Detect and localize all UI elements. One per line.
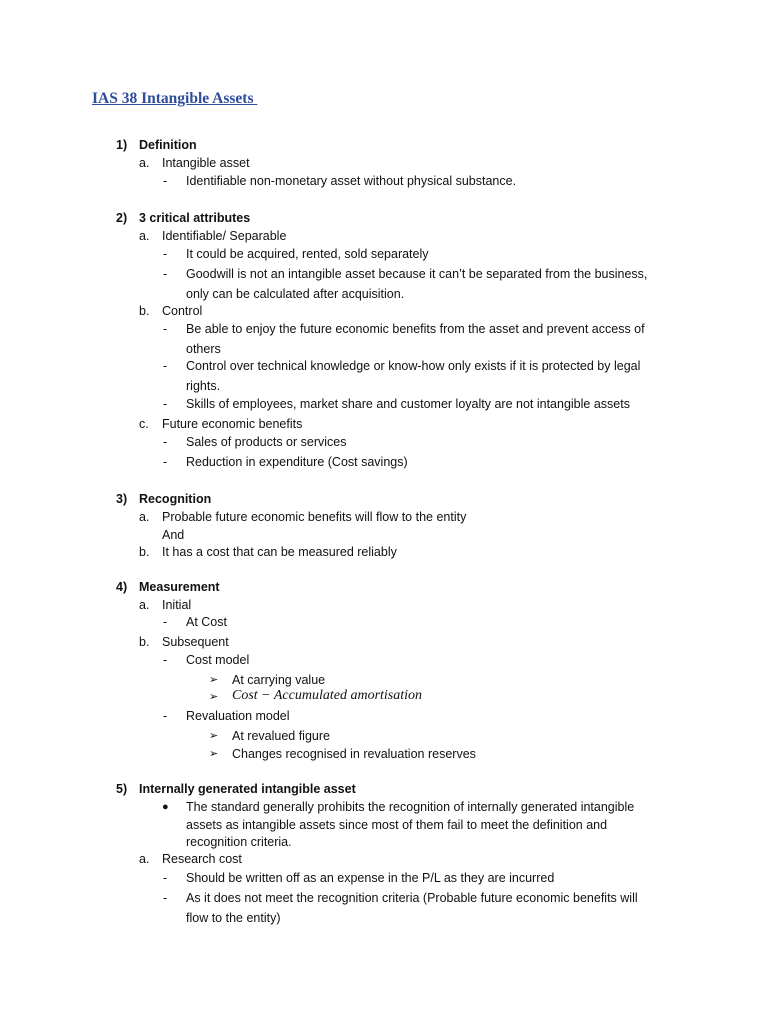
item-text: Initial bbox=[162, 598, 192, 612]
section-heading: Measurement bbox=[139, 580, 220, 594]
dash-marker: - bbox=[163, 615, 168, 629]
dash-marker: - bbox=[163, 709, 168, 723]
section-heading: 3 critical attributes bbox=[139, 211, 251, 225]
dash-marker: - bbox=[163, 435, 168, 449]
point-text: Identifiable non-monetary asset without physical substance. bbox=[186, 174, 517, 188]
bullet-icon: ● bbox=[162, 801, 169, 813]
arrow-bullet-icon: ➢ bbox=[209, 691, 219, 703]
section-number: 3) bbox=[116, 492, 128, 506]
arrow-bullet-icon: ➢ bbox=[209, 748, 219, 760]
bullet-text: The standard generally prohibits the recognition of internally generated intangible bbox=[186, 800, 635, 814]
dash-marker: - bbox=[163, 455, 168, 469]
model-name: Cost model bbox=[186, 653, 250, 667]
connector-text: And bbox=[162, 528, 185, 542]
section-number: 1) bbox=[116, 138, 128, 152]
item-marker: b. bbox=[139, 545, 150, 559]
formula-text: Cost − Accumulated amortisation bbox=[232, 688, 423, 703]
dash-marker: - bbox=[163, 174, 168, 188]
point-text: At Cost bbox=[186, 615, 227, 629]
arrow-bullet-icon: ➢ bbox=[209, 730, 219, 742]
dash-marker: - bbox=[163, 267, 168, 281]
section-number: 5) bbox=[116, 782, 128, 796]
point-text-continued: others bbox=[186, 342, 221, 356]
section-number: 4) bbox=[116, 580, 128, 594]
item-text: Control bbox=[162, 304, 203, 318]
point-text-continued: only can be calculated after acquisition. bbox=[186, 287, 405, 301]
item-marker: c. bbox=[139, 417, 149, 431]
section-heading: Recognition bbox=[139, 492, 212, 506]
point-text: As it does not meet the recognition criteria (Probable future economic benefits will bbox=[186, 891, 638, 905]
item-text: Probable future economic benefits will flow to the entity bbox=[162, 510, 467, 524]
point-text: Control over technical knowledge or know-how only exists if it is protected by legal bbox=[186, 359, 641, 373]
point-text-continued: rights. bbox=[186, 379, 221, 393]
item-marker: a. bbox=[139, 156, 150, 170]
dash-marker: - bbox=[163, 397, 168, 411]
item-text: Research cost bbox=[162, 852, 242, 866]
point-text: Skills of employees, market share and customer loyalty are not intangible assets bbox=[186, 397, 630, 411]
sub-point-text: At carrying value bbox=[232, 673, 326, 687]
bullet-text-continued: assets as intangible assets since most of them fail to meet the definition and bbox=[186, 818, 608, 832]
sub-point-text: At revalued figure bbox=[232, 729, 330, 743]
point-text: Reduction in expenditure (Cost savings) bbox=[186, 455, 408, 469]
point-text: Sales of products or services bbox=[186, 435, 347, 449]
item-marker: b. bbox=[139, 304, 150, 318]
bullet-text-continued: recognition criteria. bbox=[186, 835, 292, 849]
dash-marker: - bbox=[163, 322, 168, 336]
dash-marker: - bbox=[163, 891, 168, 905]
item-marker: b. bbox=[139, 635, 150, 649]
item-marker: a. bbox=[139, 598, 150, 612]
item-marker: a. bbox=[139, 229, 150, 243]
dash-marker: - bbox=[163, 653, 168, 667]
dash-marker: - bbox=[163, 871, 168, 885]
sub-point-text: Changes recognised in revaluation reserves bbox=[232, 747, 476, 761]
model-name: Revaluation model bbox=[186, 709, 290, 723]
section-heading: Definition bbox=[139, 138, 197, 152]
item-marker: a. bbox=[139, 852, 150, 866]
item-text: Subsequent bbox=[162, 635, 229, 649]
item-text: Future economic benefits bbox=[162, 417, 303, 431]
point-text: Be able to enjoy the future economic benefits from the asset and prevent access of bbox=[186, 322, 645, 336]
item-marker: a. bbox=[139, 510, 150, 524]
point-text: Should be written off as an expense in the P/L as they are incurred bbox=[186, 871, 555, 885]
section-heading: Internally generated intangible asset bbox=[139, 782, 356, 796]
arrow-bullet-icon: ➢ bbox=[209, 674, 219, 686]
page-title: IAS 38 Intangible Assets bbox=[92, 90, 258, 107]
section-number: 2) bbox=[116, 211, 128, 225]
dash-marker: - bbox=[163, 359, 168, 373]
point-text: It could be acquired, rented, sold separately bbox=[186, 247, 429, 261]
item-text: Intangible asset bbox=[162, 156, 250, 170]
dash-marker: - bbox=[163, 247, 168, 261]
item-text: Identifiable/ Separable bbox=[162, 229, 287, 243]
item-text: It has a cost that can be measured reliably bbox=[162, 545, 397, 559]
point-text-continued: flow to the entity) bbox=[186, 911, 281, 925]
point-text: Goodwill is not an intangible asset because it can’t be separated from the business, bbox=[186, 267, 648, 281]
